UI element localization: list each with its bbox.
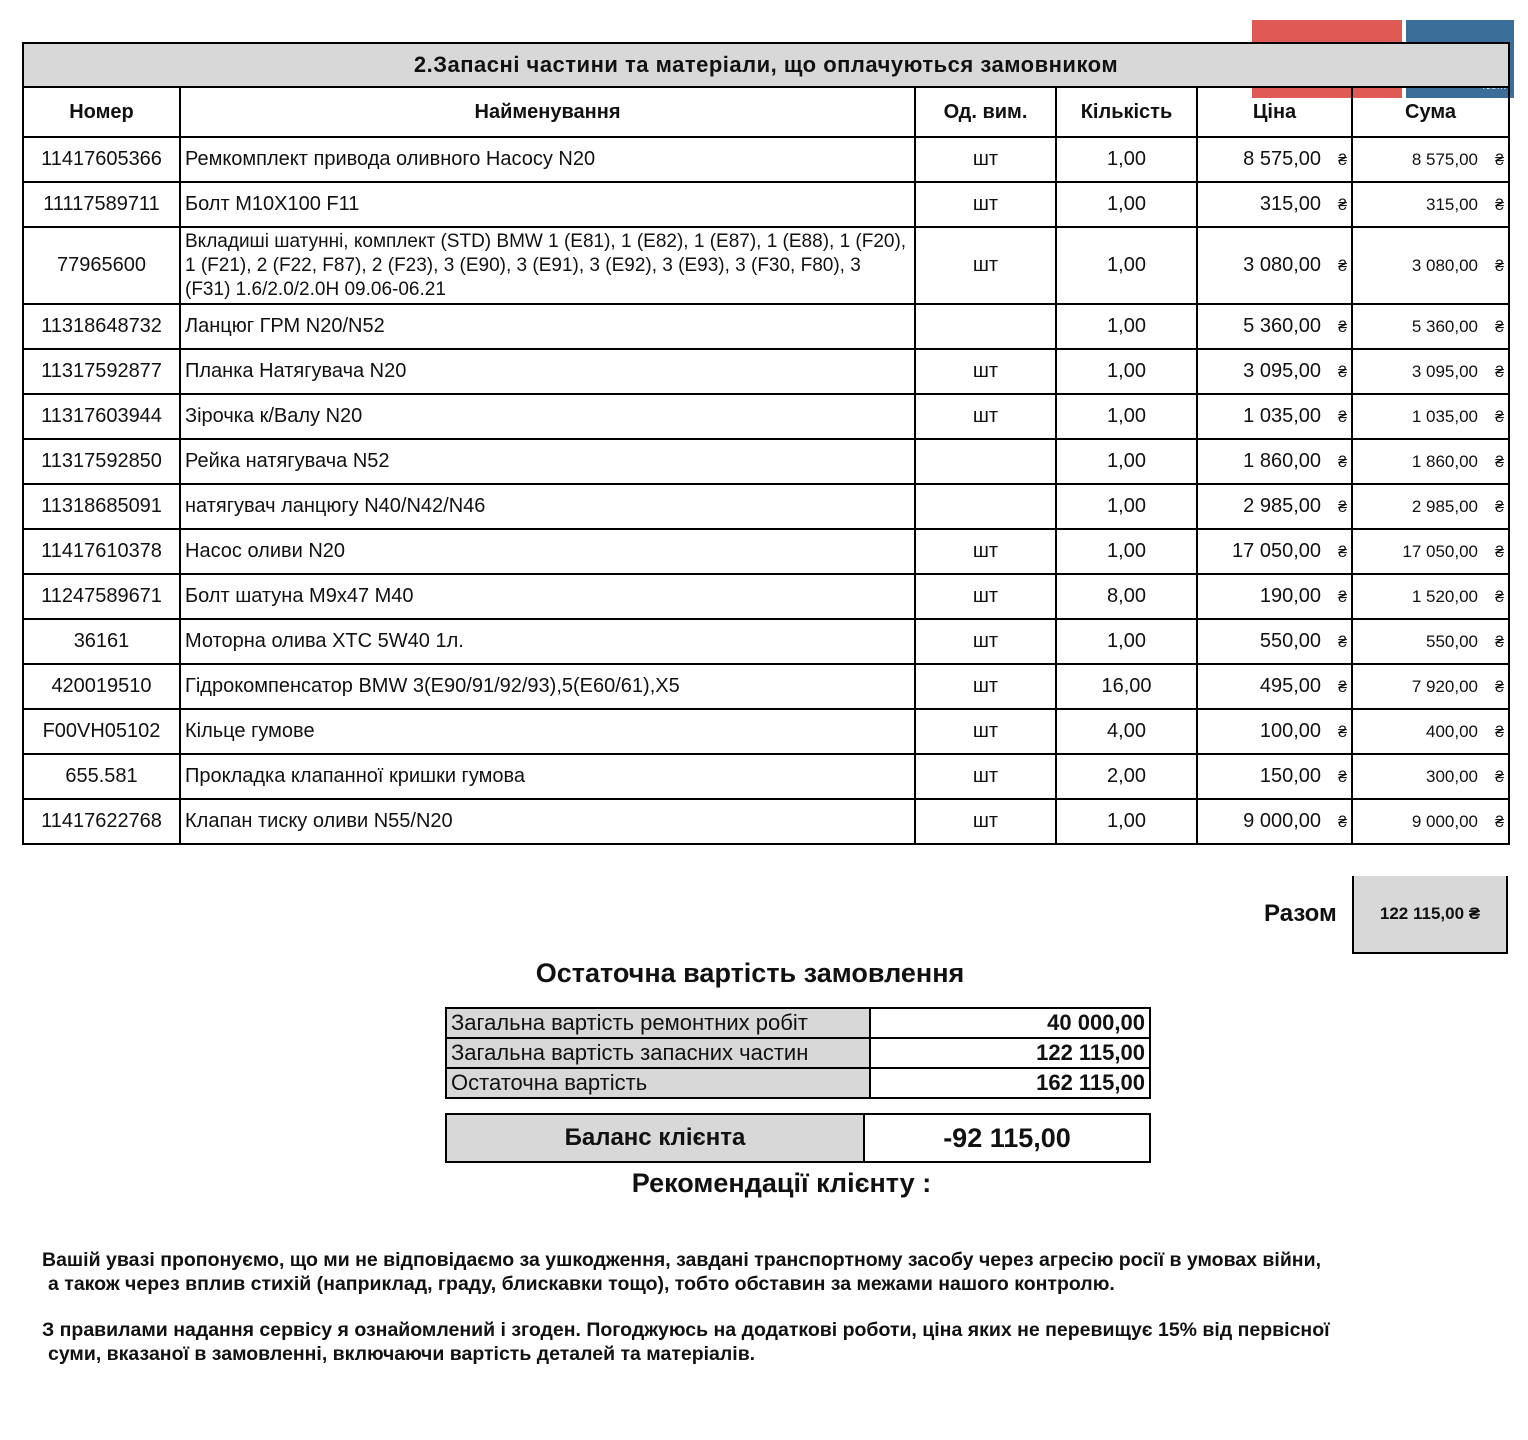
part-unit: [915, 137, 1056, 182]
part-price-text: 315,00: [1259, 193, 1321, 215]
part-unit: [915, 227, 1056, 304]
part-sum: [1352, 484, 1509, 529]
recommendations-title: Рекомендації клієнту :: [631, 1168, 932, 1198]
part-price-text: 9 000,00: [1243, 810, 1321, 832]
part-sum-text: 8 575,00: [1411, 149, 1479, 169]
part-qty-text: 1,00: [1107, 193, 1146, 215]
part-price-text: 3 080,00: [1243, 254, 1321, 276]
part-name: [180, 137, 915, 182]
part-sum-text: 7 920,00: [1411, 676, 1479, 696]
currency-sign: ₴: [1338, 634, 1347, 651]
part-qty: [1056, 484, 1197, 529]
part-price: [1197, 709, 1352, 754]
part-price-text: 2 985,00: [1243, 495, 1321, 517]
table-row: [23, 754, 1509, 799]
balance-table: [445, 1113, 1151, 1163]
part-sum: [1352, 349, 1509, 394]
part-qty-text: 1,00: [1107, 148, 1146, 170]
disclaimer-line: З правилами надання сервісу я ознайомлений і згоден. Погоджуюсь на додаткові роботи, ціна яких не перевищує 15% від первісної: [42, 1319, 1330, 1341]
summary-label: Загальна вартість запасних частин: [446, 1038, 870, 1068]
table-row: [23, 709, 1509, 754]
currency-sign: ₴: [1495, 408, 1505, 426]
part-unit: [915, 709, 1056, 754]
table-row: [23, 394, 1509, 439]
part-qty: [1056, 137, 1197, 182]
part-qty: [1056, 349, 1197, 394]
part-number-text: 11117589711: [43, 193, 160, 215]
part-number: [23, 394, 180, 439]
part-name: [180, 182, 915, 227]
table-row: [23, 574, 1509, 619]
part-number-text: 11317603944: [41, 405, 162, 427]
part-sum-text: 1 520,00: [1411, 586, 1479, 606]
part-name: [180, 484, 915, 529]
part-sum: [1352, 799, 1509, 844]
part-qty-text: 1,00: [1107, 540, 1146, 562]
part-unit: [915, 574, 1056, 619]
balance-label: Баланс клієнта: [446, 1114, 864, 1162]
table-row: [23, 799, 1509, 844]
part-price: [1197, 137, 1352, 182]
part-name: [180, 619, 915, 664]
part-name-text: Болт шатуна M9x47 M40: [185, 585, 414, 607]
part-name: [180, 529, 915, 574]
part-price-text: 8 575,00: [1243, 148, 1321, 170]
part-name: [180, 709, 915, 754]
summary-label: Загальна вартість ремонтних робіт: [446, 1008, 870, 1038]
part-qty-text: 1,00: [1107, 450, 1146, 472]
part-price-text: 3 095,00: [1243, 360, 1321, 382]
part-number: [23, 349, 180, 394]
summary-row: [446, 1068, 1150, 1098]
part-price: [1197, 182, 1352, 227]
part-qty-text: 1,00: [1107, 495, 1146, 517]
part-sum-text: 2 985,00: [1411, 496, 1479, 516]
currency-sign: ₴: [1495, 678, 1505, 696]
part-unit-text: шт: [972, 405, 999, 427]
part-name-text: натягувач ланцюгу N40/N42/N46: [185, 495, 486, 517]
part-price: [1197, 227, 1352, 304]
part-number: [23, 484, 180, 529]
table-row: [23, 484, 1509, 529]
part-name: [180, 304, 915, 349]
part-name: [180, 227, 915, 304]
part-number: [23, 529, 180, 574]
part-name-text: Гідрокомпенсатор BMW 3(E90/91/92/93),5(E60/61),X5: [185, 675, 680, 697]
part-qty-text: 8,00: [1107, 585, 1146, 607]
table-row: [23, 304, 1509, 349]
currency-sign: ₴: [1338, 544, 1347, 561]
part-number: [23, 182, 180, 227]
part-price: [1197, 304, 1352, 349]
part-number: [23, 709, 180, 754]
col-name: Найменування: [180, 87, 915, 137]
part-price: [1197, 799, 1352, 844]
disclaimer-line: а також через вплив стихій (наприклад, граду, блискавки тощо), тобто обставин за межами нашого контролю.: [48, 1273, 1115, 1295]
part-price-text: 150,00: [1259, 765, 1321, 787]
part-name-text: Вкладиші шатунні, комплект (STD) BMW 1 (E81), 1 (E82), 1 (E87), 1 (E88), 1 (F20), 1 (F21), 2 (F22, F87), 2 (F23), 3 (E90), 3 (E91), 3 (E92), 3 (E93), 3 (F30, F80), 3 (F31) 1.6/2.0/2.0H 09.06-06.21: [185, 230, 907, 300]
part-sum-text: 1 860,00: [1411, 451, 1479, 471]
part-sum-text: 315,00: [1426, 194, 1479, 214]
part-qty-text: 1,00: [1107, 315, 1146, 337]
part-number: [23, 664, 180, 709]
part-qty-text: 16,00: [1101, 675, 1152, 697]
summary-value: 122 115,00: [870, 1038, 1150, 1068]
part-qty-text: 2,00: [1107, 765, 1146, 787]
part-qty-text: 1,00: [1107, 360, 1146, 382]
part-unit: [915, 349, 1056, 394]
section-title: 2.Запасні частини та матеріали, що оплачуються замовником: [23, 43, 1509, 87]
currency-sign: ₴: [1495, 363, 1505, 381]
summary-table: [445, 1007, 1151, 1099]
part-number-text: 36161: [73, 630, 130, 652]
part-number-text: 11318685091: [41, 495, 162, 517]
part-qty: [1056, 754, 1197, 799]
part-unit-text: шт: [972, 765, 999, 787]
part-unit-text: шт: [972, 630, 999, 652]
part-unit: [915, 394, 1056, 439]
part-unit-text: шт: [972, 193, 999, 215]
summary-label: Остаточна вартість: [446, 1068, 870, 1098]
part-qty-text: 1,00: [1107, 254, 1146, 276]
currency-sign: ₴: [1495, 543, 1505, 561]
currency-sign: ₴: [1338, 724, 1347, 741]
col-price: Ціна: [1197, 87, 1352, 137]
part-unit: [915, 529, 1056, 574]
table-header: [23, 87, 1509, 137]
currency-sign: ₴: [1495, 196, 1505, 214]
part-qty-text: 1,00: [1107, 810, 1146, 832]
table-row: [23, 529, 1509, 574]
part-name-text: Ремкомплект привода оливного Насосу N20: [185, 148, 596, 170]
part-qty: [1056, 439, 1197, 484]
disclaimer-war: [42, 1248, 1502, 1296]
part-name-text: Болт M10X100 F11: [185, 193, 360, 215]
part-sum-text: 1 035,00: [1411, 406, 1479, 426]
currency-sign: ₴: [1338, 814, 1347, 831]
part-name: [180, 439, 915, 484]
currency-sign: ₴: [1338, 152, 1347, 169]
part-sum: [1352, 619, 1509, 664]
part-sum-text: 3 080,00: [1411, 255, 1479, 275]
part-name-text: Прокладка клапанної кришки гумова: [185, 765, 526, 787]
part-qty-text: 1,00: [1107, 405, 1146, 427]
summary-row: [446, 1038, 1150, 1068]
part-price-text: 100,00: [1259, 720, 1321, 742]
part-number-text: 11317592850: [41, 450, 162, 472]
currency-sign: ₴: [1338, 258, 1347, 275]
items-body: [23, 137, 1509, 844]
part-sum-text: 5 360,00: [1411, 316, 1479, 336]
currency-sign: ₴: [1495, 453, 1505, 471]
currency-sign: ₴: [1338, 409, 1347, 426]
currency-sign: ₴: [1495, 588, 1505, 606]
part-sum: [1352, 182, 1509, 227]
part-unit-text: шт: [972, 585, 999, 607]
currency-sign: ₴: [1495, 257, 1505, 275]
table-row: [23, 227, 1509, 304]
table-row: [23, 182, 1509, 227]
part-number-text: 77965600: [57, 254, 146, 276]
summary-row: [446, 1008, 1150, 1038]
part-name: [180, 394, 915, 439]
col-unit: Од. вим.: [915, 87, 1056, 137]
table-row: [23, 664, 1509, 709]
part-unit-text: шт: [972, 148, 999, 170]
table-row: [23, 619, 1509, 664]
part-unit: [915, 664, 1056, 709]
currency-sign: ₴: [1338, 769, 1347, 786]
part-qty-text: 1,00: [1107, 630, 1146, 652]
part-name: [180, 664, 915, 709]
part-number-text: 420019510: [51, 675, 152, 697]
part-unit-text: шт: [972, 360, 999, 382]
part-name: [180, 349, 915, 394]
currency-sign: ₴: [1495, 723, 1505, 741]
part-name: [180, 799, 915, 844]
part-number-text: 11417622768: [41, 810, 162, 832]
part-price-text: 1 035,00: [1243, 405, 1321, 427]
currency-sign: ₴: [1338, 589, 1347, 606]
part-sum: [1352, 439, 1509, 484]
part-qty: [1056, 619, 1197, 664]
part-qty: [1056, 227, 1197, 304]
part-price: [1197, 754, 1352, 799]
part-price-text: 5 360,00: [1243, 315, 1321, 337]
part-unit-text: шт: [972, 720, 999, 742]
part-price: [1197, 394, 1352, 439]
part-price: [1197, 664, 1352, 709]
part-price: [1197, 529, 1352, 574]
part-sum-text: 400,00: [1426, 721, 1479, 741]
part-unit-text: шт: [972, 254, 999, 276]
part-number: [23, 574, 180, 619]
table-row: [23, 349, 1509, 394]
part-name: [180, 574, 915, 619]
col-qty: Кількість: [1056, 87, 1197, 137]
part-qty: [1056, 799, 1197, 844]
currency-sign: ₴: [1338, 499, 1347, 516]
part-unit-text: шт: [972, 540, 999, 562]
part-unit: [915, 439, 1056, 484]
currency-sign: ₴: [1338, 679, 1347, 696]
part-unit: [915, 799, 1056, 844]
part-sum: [1352, 709, 1509, 754]
part-number: [23, 439, 180, 484]
part-qty: [1056, 709, 1197, 754]
disclaimer-terms: [42, 1318, 1502, 1366]
currency-sign: ₴: [1495, 813, 1505, 831]
part-unit: [915, 484, 1056, 529]
part-name-text: Кільце гумове: [185, 720, 315, 742]
part-sum: [1352, 304, 1509, 349]
part-number-text: 11317592877: [41, 360, 162, 382]
currency-sign: ₴: [1338, 197, 1347, 214]
part-number: [23, 754, 180, 799]
part-price: [1197, 484, 1352, 529]
part-number-text: 11318648732: [41, 315, 162, 337]
part-name-text: Рейка натягувача N52: [185, 450, 390, 472]
part-price-text: 190,00: [1259, 585, 1321, 607]
part-sum-text: 3 095,00: [1411, 361, 1479, 381]
currency-sign: ₴: [1338, 454, 1347, 471]
part-price-text: 550,00: [1259, 630, 1321, 652]
parts-table: [22, 42, 1510, 845]
part-qty-text: 4,00: [1107, 720, 1146, 742]
balance-value: -92 115,00: [864, 1114, 1150, 1162]
summary-value: 40 000,00: [870, 1008, 1150, 1038]
part-name-text: Зірочка к/Валу N20: [185, 405, 363, 427]
part-qty: [1056, 529, 1197, 574]
part-name-text: Планка Натягувача N20: [185, 360, 407, 382]
part-unit: [915, 182, 1056, 227]
part-number: [23, 227, 180, 304]
part-name-text: Моторна олива XTC 5W40 1л.: [185, 630, 464, 652]
currency-sign: ₴: [1495, 768, 1505, 786]
table-row: [23, 439, 1509, 484]
part-number-text: 11247589671: [41, 585, 162, 607]
final-title: Остаточна вартість замовлення: [535, 958, 965, 988]
part-price-text: 1 860,00: [1243, 450, 1321, 472]
part-qty: [1056, 394, 1197, 439]
part-sum-text: 550,00: [1426, 631, 1479, 651]
part-number: [23, 304, 180, 349]
part-unit: [915, 304, 1056, 349]
part-number: [23, 799, 180, 844]
currency-sign: ₴: [1338, 319, 1347, 336]
part-sum: [1352, 227, 1509, 304]
part-sum: [1352, 574, 1509, 619]
part-number: [23, 137, 180, 182]
currency-sign: ₴: [1495, 633, 1505, 651]
total-value: 122 115,00 ₴: [1352, 876, 1508, 954]
col-number: Номер: [23, 87, 180, 137]
part-price: [1197, 574, 1352, 619]
part-number-text: 11417610378: [41, 540, 162, 562]
part-name-text: Клапан тиску оливи N55/N20: [185, 810, 453, 832]
part-sum: [1352, 394, 1509, 439]
summary-value: 162 115,00: [870, 1068, 1150, 1098]
table-row: [23, 137, 1509, 182]
col-sum: Сума: [1352, 87, 1509, 137]
disclaimer-line: Вашій увазі пропонуємо, що ми не відповідаємо за ушкодження, завдані транспортному засобу через агресію росії в умовах війни,: [42, 1249, 1321, 1271]
currency-sign: ₴: [1495, 498, 1505, 516]
part-number-text: F00VH05102: [42, 720, 161, 742]
total-label: Разом: [1264, 900, 1337, 927]
part-unit: [915, 619, 1056, 664]
part-sum-text: 17 050,00: [1402, 541, 1479, 561]
part-name-text: Ланцюг ГРМ N20/N52: [185, 315, 385, 337]
part-price: [1197, 349, 1352, 394]
part-sum: [1352, 529, 1509, 574]
disclaimer-line: суми, вказаної в замовленні, включаючи вартість деталей та матеріалів.: [48, 1343, 756, 1365]
part-unit-text: шт: [972, 810, 999, 832]
part-price-text: 17 050,00: [1232, 540, 1321, 562]
part-sum-text: 300,00: [1426, 766, 1479, 786]
part-unit-text: шт: [972, 675, 999, 697]
part-number-text: 655.581: [65, 765, 138, 787]
currency-sign: ₴: [1495, 318, 1505, 336]
part-price: [1197, 439, 1352, 484]
part-number-text: 11417605366: [41, 148, 162, 170]
part-name: [180, 754, 915, 799]
part-sum: [1352, 664, 1509, 709]
part-qty: [1056, 574, 1197, 619]
part-unit: [915, 754, 1056, 799]
part-price: [1197, 619, 1352, 664]
part-name-text: Насос оливи N20: [185, 540, 346, 562]
part-qty: [1056, 664, 1197, 709]
part-price-text: 495,00: [1259, 675, 1321, 697]
part-sum: [1352, 137, 1509, 182]
part-qty: [1056, 182, 1197, 227]
part-sum-text: 9 000,00: [1411, 811, 1479, 831]
part-qty: [1056, 304, 1197, 349]
part-number: [23, 619, 180, 664]
currency-sign: ₴: [1338, 364, 1347, 381]
part-sum: [1352, 754, 1509, 799]
currency-sign: ₴: [1495, 151, 1505, 169]
